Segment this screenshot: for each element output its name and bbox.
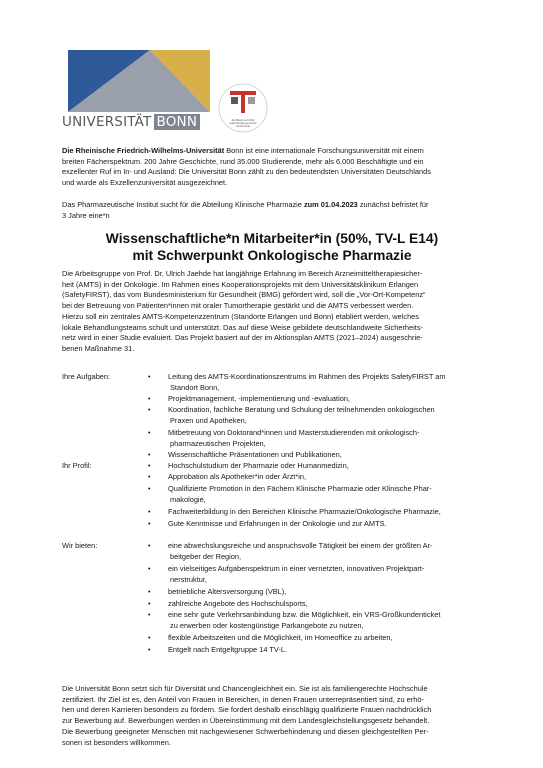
bullet-icon: • bbox=[148, 564, 151, 573]
list-item bbox=[168, 633, 488, 644]
description-line: Hierzu soll ein zentrales AMTS-Kompetenzzentrum (Standorte Erlangen und Bonn) etabliert werden, welches bbox=[62, 311, 419, 321]
description-line: lokale Behandlungsteams schult und unterstützt. Das auf diese Weise gebildete deutschlandweite Sicherheits- bbox=[62, 322, 423, 332]
list-item-line: pharmazeutischen Projekten, bbox=[170, 438, 266, 448]
bullet-icon: • bbox=[148, 450, 151, 459]
list-item-line: Projektmanagement, -implementierung und -evaluation, bbox=[168, 394, 350, 403]
list-item-line: nerstruktur, bbox=[170, 574, 207, 584]
list-item-line: Standort Bonn, bbox=[170, 382, 220, 392]
job-title-line: Wissenschaftliche*n Mitarbeiter*in (50%, TV-L E14) bbox=[105, 231, 439, 246]
university-logo bbox=[62, 50, 212, 132]
description-line: (SafetyFIRST), das vom Bundesministerium für Gesundheit (BMG) gefördert wird, soll die „Vor-Ort-Kompetenz“ bbox=[62, 290, 426, 300]
certificate-line: hochschule bbox=[235, 124, 251, 129]
list-item-line: Hochschulstudium der Pharmazie oder Humanmedizin, bbox=[168, 461, 349, 470]
position-line: zunächst befristet für bbox=[357, 200, 429, 209]
tasks-label: Ihre Aufgaben: bbox=[62, 372, 111, 381]
description-line: heit (AMTS) in der Onkologie. Im Rahmen eines Kooperationsprojekts mit dem Universitätsklinikum Erlangen bbox=[62, 279, 419, 289]
list-item bbox=[168, 541, 488, 562]
diversity-line: zur Bewerbung auf. Bewerbungen werden in Übereinstimmung mit dem Landesgleichstellungsgesetz behandelt. bbox=[62, 716, 430, 726]
description-line: bei der Betreuung von Patienten*innen mit oraler Tumortherapie gestärkt und die AMTS verbessert werden. bbox=[62, 301, 414, 311]
list-item bbox=[168, 405, 488, 426]
intro-line: Bonn ist eine internationale Forschungsuniversität mit einem bbox=[224, 146, 424, 155]
bullet-icon: • bbox=[148, 633, 151, 642]
list-item-line: betriebliche Altersversorgung (VBL), bbox=[168, 587, 287, 596]
list-item-line: beitgeber der Region, bbox=[170, 551, 242, 561]
certificate-line: audit familiengerechte bbox=[229, 121, 257, 126]
logo-city-text: BONN bbox=[154, 114, 201, 130]
list-item bbox=[168, 587, 488, 598]
bullet-icon: • bbox=[148, 461, 151, 470]
list-item bbox=[168, 610, 488, 631]
logo-university-text: UNIVERSITÄT bbox=[62, 113, 152, 130]
list-item-line: makologie, bbox=[170, 494, 206, 504]
list-item-line: Leitung des AMTS-Koordinationszentrums im Rahmen des Projekts SafetyFIRST am bbox=[168, 372, 446, 381]
start-date: zum 01.04.2023 bbox=[303, 200, 358, 209]
position-line: 3 Jahre eine*n bbox=[62, 210, 110, 220]
description-line: netz wird in einer Studie evaluiert. Das Projekt basiert auf der im Aktionsplan AMTS (2021–2024) ausgeschrie- bbox=[62, 333, 423, 343]
bullet-icon: • bbox=[148, 587, 151, 596]
bullet-icon: • bbox=[148, 507, 151, 516]
description-line: benen Maßnahme 31. bbox=[62, 343, 135, 353]
list-item-line: zu erwerben oder kostengünstige Parkangebote zu nutzen, bbox=[170, 620, 364, 630]
list-item-line: ein vielseitiges Aufgabenspektrum in einer vernetzten, innovativen Projektpart- bbox=[168, 564, 425, 573]
offer-label: Wir bieten: bbox=[62, 541, 98, 550]
logo-wordmark bbox=[62, 113, 200, 130]
list-item-line: Mitbetreuung von Doktorand*innen und Masterstudierenden mit onkologisch- bbox=[168, 428, 420, 437]
intro-line: exzellenter Ruf im In- und Ausland: Die Universität Bonn zählt zu den bedeutendsten Universitäten Deutschlands bbox=[62, 167, 431, 177]
certificate-caption bbox=[220, 119, 266, 129]
list-item-line: zahlreiche Angebote des Hochschulsports, bbox=[168, 599, 308, 608]
university-name: Die Rheinische Friedrich-Wilhelms-Universität bbox=[62, 146, 225, 155]
bullet-icon: • bbox=[148, 645, 151, 654]
list-item bbox=[168, 472, 488, 483]
bullet-icon: • bbox=[148, 428, 151, 437]
list-item-line: eine sehr gute Verkehrsanbindung bzw. die Möglichkeit, ein VRS-Großkundenticket bbox=[168, 610, 441, 619]
bullet-icon: • bbox=[148, 610, 151, 619]
list-item bbox=[168, 428, 488, 449]
list-item-line: Qualifizierte Promotion in den Fächern Klinische Pharmazie oder Klinische Phar- bbox=[168, 484, 432, 493]
bullet-icon: • bbox=[148, 484, 151, 493]
diversity-line: Die Bewerbung geeigneter Menschen mit nachgewiesener Schwerbehinderung und diesen gleichgestellten Per- bbox=[62, 726, 429, 736]
position-line: Das Pharmazeutische Institut sucht für die Abteilung Klinische Pharmazie bbox=[62, 200, 304, 209]
diversity-paragraph bbox=[62, 684, 482, 748]
profile-label: Ihr Profil: bbox=[62, 461, 92, 470]
list-item bbox=[168, 564, 488, 585]
job-title bbox=[62, 230, 482, 264]
description-paragraph bbox=[62, 269, 482, 355]
list-item bbox=[168, 507, 488, 518]
list-item-line: Fachweiterbildung in den Bereichen Klinische Pharmazie/Onkologische Pharmazie, bbox=[168, 507, 441, 516]
list-item bbox=[168, 394, 488, 405]
list-item-line: Gute Kenntnisse und Erfahrungen in der Onkologie und zur AMTS. bbox=[168, 519, 387, 528]
list-item bbox=[168, 372, 488, 393]
list-item-line: Koordination, fachliche Beratung und Schulung der teilnehmenden onkologischen bbox=[168, 405, 435, 414]
bullet-icon: • bbox=[148, 541, 151, 550]
position-paragraph bbox=[62, 200, 482, 221]
diversity-line: zertifiziert. Ihr Ziel ist es, den Anteil von Frauen in Bereichen, in denen Frauen unterrepräsentiert sind, zu erhö- bbox=[62, 694, 424, 704]
family-certificate-seal bbox=[218, 82, 268, 134]
list-item bbox=[168, 461, 488, 472]
intro-paragraph bbox=[62, 146, 482, 189]
list-item-line: Entgelt nach Entgeltgruppe 14 TV-L. bbox=[168, 645, 288, 654]
list-item bbox=[168, 599, 488, 610]
bullet-icon: • bbox=[148, 394, 151, 403]
list-item-line: Praxen und Apotheken, bbox=[170, 415, 247, 425]
bullet-icon: • bbox=[148, 599, 151, 608]
bullet-icon: • bbox=[148, 405, 151, 414]
job-title-line: mit Schwerpunkt Onkologische Pharmazie bbox=[132, 248, 412, 263]
bullet-icon: • bbox=[148, 372, 151, 381]
list-item bbox=[168, 450, 488, 461]
description-line: Die Arbeitsgruppe von Prof. Dr. Ulrich Jaehde hat langjährige Erfahrung im Bereich Arzneimitteltherapiesicher- bbox=[62, 269, 423, 278]
list-item bbox=[168, 484, 488, 505]
intro-line: und wurde als Exzellenzuniversität ausgezeichnet. bbox=[62, 178, 228, 188]
logo-graphic-icon bbox=[62, 50, 212, 112]
bullet-icon: • bbox=[148, 472, 151, 481]
diversity-line: sonen ist besonders willkommen. bbox=[62, 737, 171, 747]
intro-line: breiten Fächerspektrum. 200 Jahre Geschichte, rund 35.000 Studierende, mehr als 6.000 Beschäftigte und ein bbox=[62, 156, 424, 166]
diversity-line: hen und deren Karrieren besonders zu fördern. Sie fordert deshalb einschlägig qualifizierte Frauen nachdrücklich bbox=[62, 705, 432, 715]
list-item-line: flexible Arbeitszeiten und die Möglichkeit, im Homeoffice zu arbeiten, bbox=[168, 633, 393, 642]
list-item bbox=[168, 519, 488, 530]
diversity-line: Die Universität Bonn setzt sich für Diversität und Chancengleichheit ein. Sie ist als familiengerechte Hochschule bbox=[62, 684, 428, 693]
list-item bbox=[168, 645, 488, 656]
list-item-line: eine abwechslungsreiche und anspruchsvolle Tätigkeit bei einem der größten Ar- bbox=[168, 541, 433, 550]
list-item-line: Approbation als Apotheker*in oder Ärzt*in, bbox=[168, 472, 307, 481]
bullet-icon: • bbox=[148, 519, 151, 528]
list-item-line: Wissenschaftliche Präsentationen und Publikationen, bbox=[168, 450, 342, 459]
certificate-line: Zertifikat seit 2011 bbox=[231, 118, 255, 122]
